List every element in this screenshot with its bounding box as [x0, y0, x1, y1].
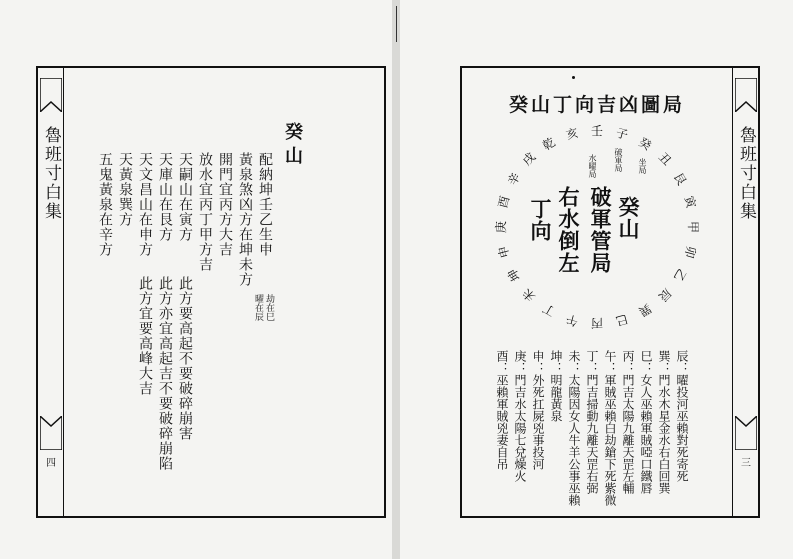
text-line: 黃泉煞凶方在坤未方 — [237, 152, 253, 287]
fishtail-ornament-top — [40, 78, 62, 112]
fishtail-ornament-top — [735, 78, 757, 112]
print-dot — [572, 76, 575, 79]
book-title: 魯班寸白集 — [736, 126, 756, 221]
ring-label: 午 — [564, 311, 580, 329]
ring-label: 丁 — [540, 301, 558, 320]
legend-column: 巽：門水木星金水右白回巽 — [657, 350, 671, 494]
legend-column: 坤：明龍黃泉 — [549, 350, 563, 422]
ring-label: 丑 — [655, 149, 675, 169]
ring-label: 乙 — [671, 266, 690, 284]
ring-label: 巽 — [636, 301, 654, 320]
fishtail-ornament-bottom — [40, 416, 62, 450]
ring-label: 戌 — [519, 149, 539, 169]
ring-label: 卯 — [681, 244, 699, 260]
ring-label: 未 — [519, 285, 539, 305]
right-spine — [732, 68, 758, 516]
chart-title: 癸山丁向吉凶圖局 — [508, 94, 685, 116]
text-line: 配納坤壬乙生申 — [257, 152, 273, 257]
ring-label: 酉 — [495, 194, 513, 210]
legend-column: 申：外死扛屍兇事投河 — [531, 350, 545, 470]
ring-label: 甲 — [686, 220, 700, 233]
legend-column: 巳：女人巫賴軍賊啞口鐵唇 — [639, 350, 653, 494]
legend-column: 辰：曜投河巫賴對死寄死 — [675, 350, 689, 482]
legend-column: 丁：門吉掃動九離天罡右弼 — [585, 350, 599, 494]
legend-column: 酉：巫賴軍賊兇妻自吊 — [495, 350, 509, 470]
text-line: 放水宜丙丁甲方吉 — [197, 152, 213, 272]
center-text: 右水倒左 — [556, 186, 581, 274]
ring-label: 辛 — [504, 170, 523, 188]
ring-label: 坤 — [504, 266, 523, 284]
fishtail-ornament-bottom — [735, 416, 757, 450]
legend-column: 未：太陽因女人牛羊公事巫賴 — [567, 350, 581, 506]
page-number: 三 — [741, 458, 751, 469]
book-gutter — [392, 0, 400, 559]
annotation-note: 曜在辰 — [253, 294, 263, 321]
ring-label: 亥 — [564, 125, 580, 143]
ring-label: 寅 — [681, 194, 699, 210]
text-line: 天黃泉巽方 — [117, 152, 133, 227]
text-line: 此方宜要高峰大吉 — [137, 276, 153, 396]
right-page-frame — [460, 66, 760, 518]
text-line: 天嗣山在寅方 — [177, 152, 193, 242]
ring-label: 艮 — [671, 170, 690, 188]
center-text: 丁向 — [528, 198, 553, 242]
left-spine — [38, 68, 64, 516]
text-line: 此方亦宜高起吉不要破碎崩陷 — [157, 276, 173, 471]
ring-label: 申 — [495, 244, 513, 260]
page-number: 四 — [46, 458, 56, 469]
ring-label: 庚 — [494, 221, 508, 234]
legend-column: 午：軍賊巫賴白劫鎗下死紫微 — [603, 350, 617, 506]
text-line: 此方要高起不要破碎崩害 — [177, 276, 193, 441]
text-line: 天文昌山在申方 — [137, 152, 153, 257]
text-line: 天庫山在艮方 — [157, 152, 173, 242]
ring-label: 丙 — [591, 316, 604, 330]
gutter-mark — [396, 6, 397, 42]
center-text: 破軍管局 — [588, 186, 613, 274]
ring-label: 巳 — [614, 311, 630, 329]
legend-column: 庚：門吉水太陽七兌燥火 — [513, 350, 527, 482]
book-title: 魯班寸白集 — [41, 126, 61, 221]
ring-label: 壬 — [590, 124, 603, 138]
text-line: 開門宜丙方大吉 — [217, 152, 233, 257]
text-line: 五鬼黃泉在辛方 — [97, 152, 113, 257]
ring-label: 癸 — [636, 134, 654, 153]
ring-label: 子 — [614, 125, 630, 143]
ring-label: 辰 — [655, 285, 675, 305]
ring-label: 乾 — [540, 134, 558, 153]
center-text: 癸山 — [616, 196, 641, 240]
legend-column: 丙：門吉太陽九離天罡左輔 — [621, 350, 635, 494]
annotation-note: 劫在巳 — [264, 294, 274, 321]
ring-subtitle: 坐局 — [638, 158, 647, 174]
section-heading: 癸山 — [282, 122, 303, 170]
ring-subtitle: 水曜局 — [588, 154, 597, 178]
left-page-frame — [36, 66, 386, 518]
ring-subtitle: 破軍局 — [614, 148, 623, 172]
